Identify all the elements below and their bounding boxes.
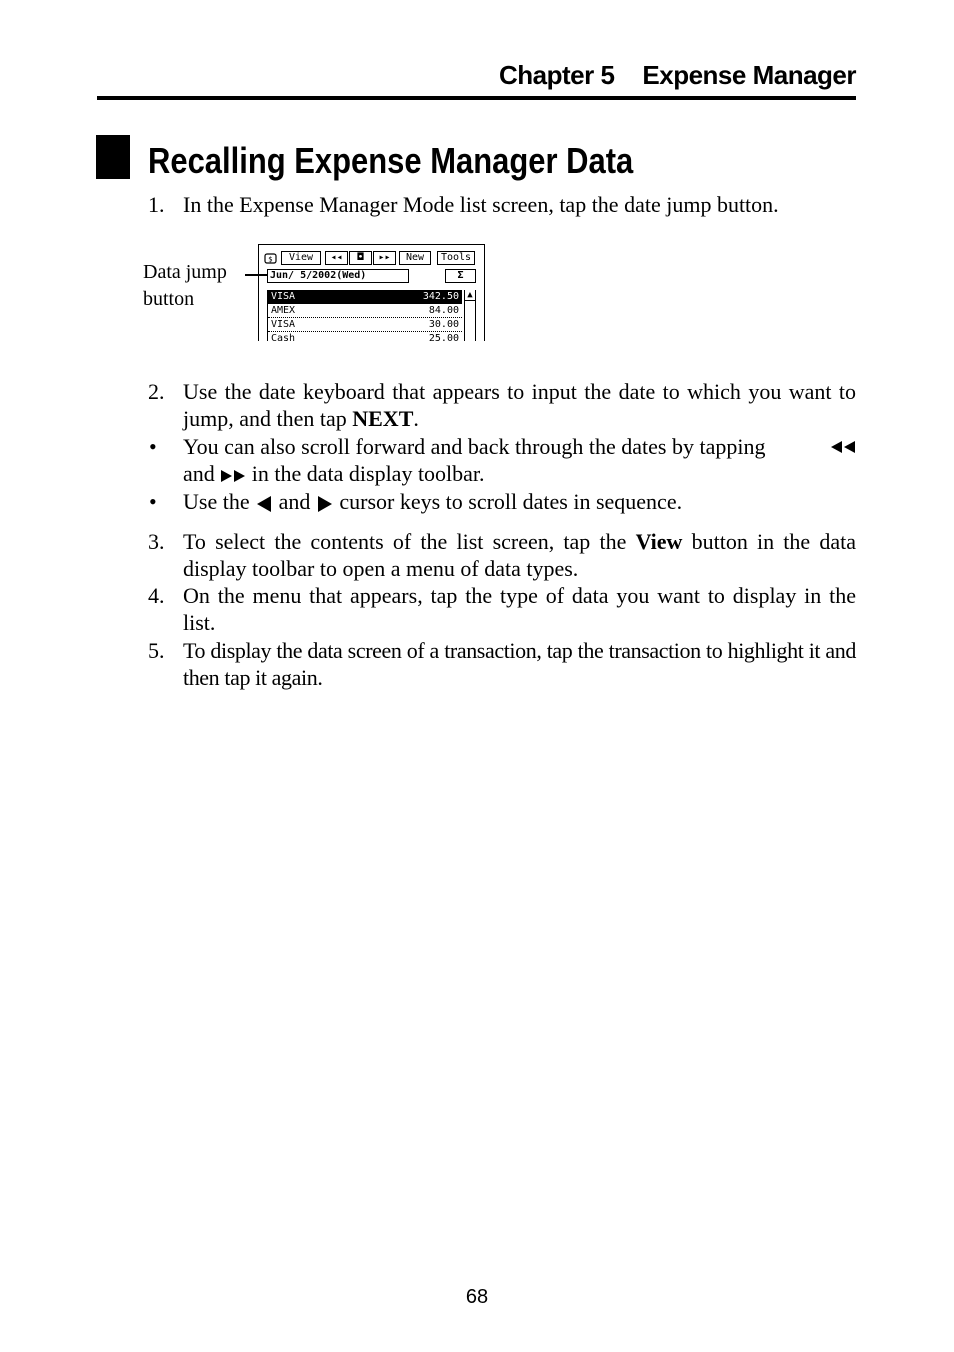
page-number: 68 [465, 1286, 489, 1308]
new-button[interactable]: New [399, 251, 431, 265]
step-text: To display the data screen of a transaction, tap the transaction to highlight it and then tap it again. [183, 638, 856, 690]
stop-button[interactable]: ◘ [349, 251, 372, 265]
figure-label-line1: Data jump [143, 261, 227, 283]
step-5 [148, 637, 856, 691]
step-number: 5. [148, 638, 165, 663]
list-item[interactable] [268, 304, 462, 318]
step-2 [148, 378, 856, 432]
figure-label [143, 259, 227, 313]
list-item[interactable] [268, 290, 462, 304]
step-number: 4. [148, 583, 165, 608]
list-item-name: Cash [271, 333, 296, 341]
step-text: On the menu that appears, tap the type of data you want to display in the list. [183, 583, 856, 635]
transaction-list [267, 290, 462, 341]
list-item-name: VISA [271, 291, 296, 302]
step-number: 3. [148, 529, 165, 554]
next-keyword: NEXT [352, 406, 414, 431]
list-item[interactable] [268, 318, 462, 332]
list-item-amount: 30.00 [428, 319, 459, 330]
svg-text:$: $ [268, 255, 273, 264]
bullet-text-part: You can also scroll forward and back through the dates by tapping [183, 434, 766, 459]
list-item-name: AMEX [271, 305, 296, 316]
list-item-amount: 25.00 [428, 333, 459, 341]
step-text-part: . [413, 406, 419, 431]
figure-label-line2: button [143, 288, 195, 310]
step-text-part: To select the contents of the list screen, tap the [183, 529, 636, 554]
right-arrow-icon [316, 495, 334, 513]
bullet-text-part: cursor keys to scroll dates in sequence. [339, 489, 683, 514]
step-number: 2. [148, 379, 165, 404]
bullet-text-part: and [278, 489, 311, 514]
section-marker [96, 135, 130, 179]
step-text [183, 528, 856, 582]
view-button[interactable]: View [281, 251, 321, 265]
list-item-amount: 84.00 [428, 305, 459, 316]
bullet-mark: • [149, 434, 157, 459]
step-text [183, 378, 856, 432]
list-item-name: VISA [271, 319, 296, 330]
bullet-text-part: in the data display toolbar. [251, 461, 485, 486]
scroll-up-icon[interactable]: ▲ [465, 290, 475, 301]
header-rule [97, 96, 856, 100]
chapter-title: Expense Manager [642, 60, 856, 90]
bullet-text [183, 433, 856, 487]
left-arrow-icon [255, 495, 273, 513]
bullet-text-part: Use the [183, 489, 250, 514]
list-scrollbar[interactable] [464, 290, 476, 341]
bullet-mark: • [149, 489, 157, 514]
mode-icon[interactable] [264, 251, 278, 265]
sigma-button[interactable]: Σ [445, 269, 476, 283]
forward-button[interactable]: ▸▸ [373, 251, 396, 265]
tools-button[interactable]: Tools [437, 251, 475, 265]
bullet-2 [148, 488, 856, 515]
list-item[interactable] [268, 332, 462, 341]
step-text-part: button in the data display toolbar to open a menu of data types. [183, 529, 856, 581]
step-1 [148, 191, 856, 218]
list-item-amount: 342.50 [422, 291, 459, 302]
step-text-part: Use the date keyboard that appears to input the date to which you want to jump, and then tap [183, 379, 856, 431]
date-jump-button[interactable]: Jun/ 5/2002(Wed) [267, 269, 409, 283]
bullet-text [183, 488, 856, 515]
chapter-header [97, 60, 856, 100]
chapter-heading [499, 60, 856, 91]
device-screenshot [258, 244, 485, 341]
step-number: 1. [148, 192, 165, 217]
chapter-number: Chapter 5 [498, 60, 615, 90]
bullet-1 [148, 433, 856, 487]
bullet-text-part: and [183, 461, 215, 486]
rewind-icon [830, 440, 856, 454]
step-3 [148, 528, 856, 582]
fast-forward-icon [220, 469, 246, 483]
step-text: In the Expense Manager Mode list screen, tap the date jump button. [183, 192, 779, 217]
view-keyword: View [635, 529, 683, 554]
section-title: Recalling Expense Manager Data [148, 140, 634, 181]
rewind-button[interactable]: ◂◂ [325, 251, 348, 265]
step-4 [148, 582, 856, 636]
